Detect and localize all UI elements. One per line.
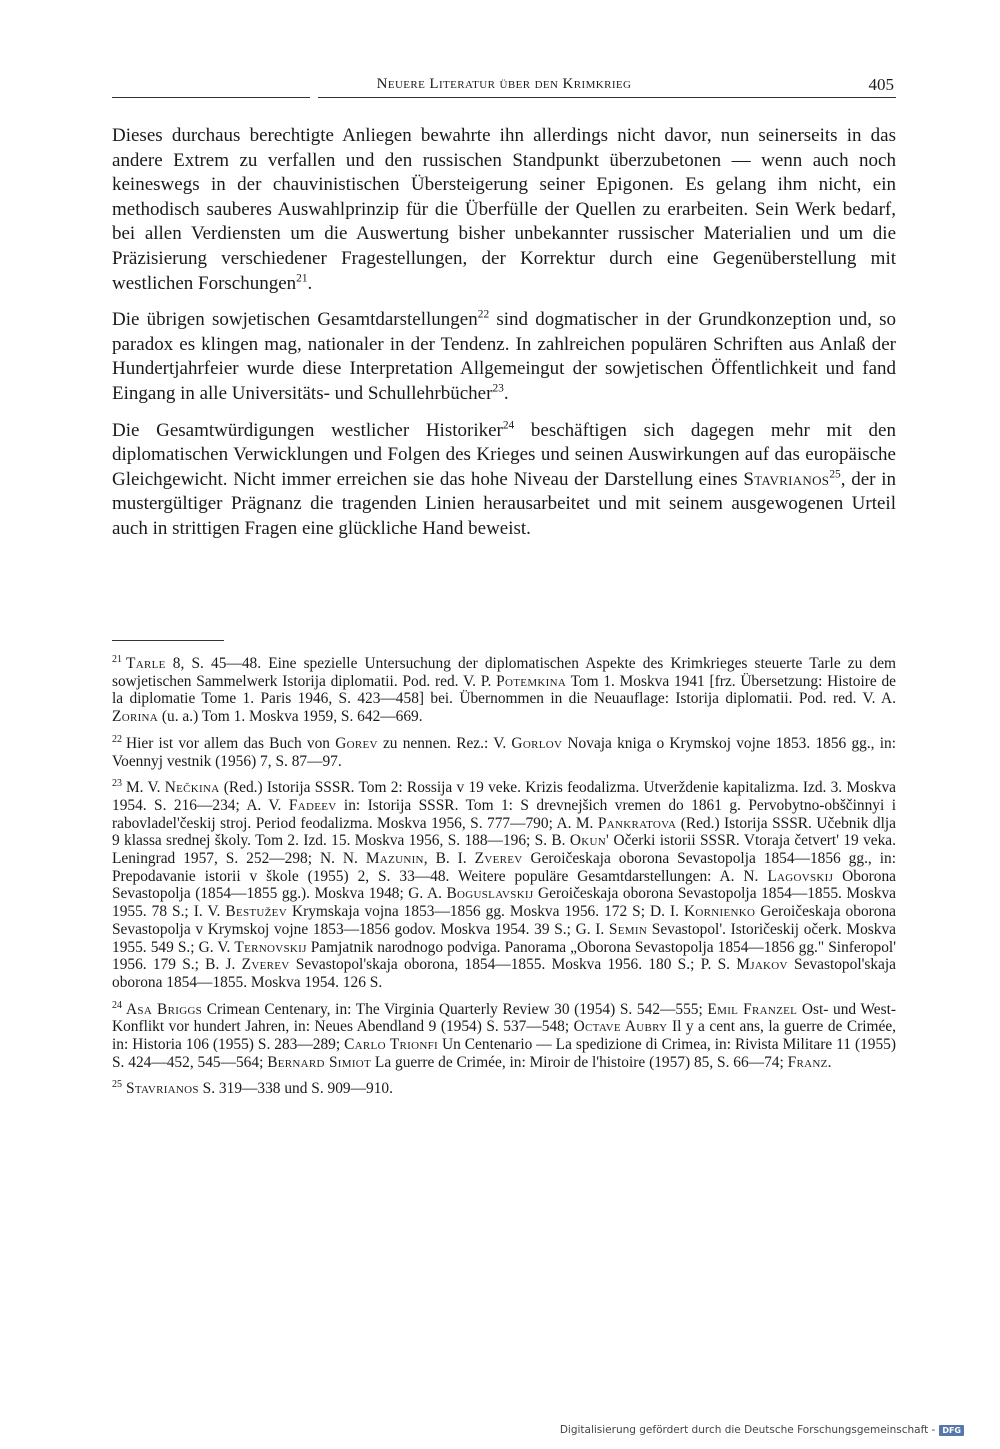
- paragraph-2: Die übrigen sowjetischen Gesamtdarstellungen$^{22}$ sind dogmatischer in der Grundkonzeption und, so paradox es klingen mag, nationaler in der Tendenz. In zahlreichen populären Schriften aus Anlaß der Hundertjahrfeier wurde diese Interpretation Allgemeingut der sowjetischen Öffentlichkeit und fand Eingang in alle Universitäts- und Schullehrbücher$^{23}$.: [112, 308, 897, 404]
- page-number: 405: [868, 75, 894, 94]
- dfg-logo-icon: DFG: [939, 1425, 964, 1436]
- footnote-ref-23[interactable]: 23: [492, 382, 504, 395]
- running-title: Neuere Literatur über den Krimkrieg: [376, 76, 632, 92]
- digitization-text: Digitalisierung gefördert durch die Deutsche Forschungsgemeinschaft -: [559, 1424, 936, 1436]
- main-text: [112, 124, 896, 554]
- running-header: [112, 72, 896, 102]
- footnote-ref-21[interactable]: 21: [296, 272, 308, 285]
- footnote-22: $^{22}$ Hier ist vor allem das Buch von Gorev zu nennen. Rez.: V. Gorlov Novaja kniga o Krymskoj vojne 1853. 1856 gg., in: Voennyj vestnik (1956) 7, S. 87—97.: [112, 733, 896, 770]
- footnote-25: $^{25}$ Stavrianos S. 319—338 und S. 909—910.: [112, 1079, 393, 1098]
- paragraph-3: Die Gesamtwürdigungen westlicher Historiker$^{24}$ beschäftigen sich dagegen mehr mit den diplomatischen Verwicklungen und Folgen des Krieges und seinen Auswirkungen auf das europäische Gleichgewicht. Nicht immer erreichen sie das hohe Niveau der Darstellung eines Stavrianos$^{25}$, der in mustergültiger Prägnanz die tragenden Linien herausarbeitet und mit seinem ausgewogenen Urteil auch in strittigen Fragen eine glückliche Hand beweist.: [112, 419, 896, 539]
- digitization-note: [560, 1424, 964, 1436]
- footnote-23: $^{23}$ M. V. Nečkina (Red.) Istorija SSSR. Tom 2: Rossija v 19 veke. Krizis feodalizma. Utverždenie kapitalizma. Izd. 3. Moskva 1954. S. 216—234; A. V. Fadeev in: Istorija SSSR. Tom 1: S drevnejšich vremen do 1861 g. Pervobytno-obščinnyi i rabovladel'českij stroj. Period feodalizma. Moskva 1956, S. 777—790; A. M. Pankratova (Red.) Istorija SSSR. Učebnik dlja 9 klassa srednej školy. Tom 2. Izd. 15. Moskva 1956, S. 188—196; S. B. Okun' Očerki istorii SSSR. Vtoraja četvert' 19 veka. Leningrad 1957, S. 252—298; N. N. Mazunin, B. I. Zverev Geroičeskaja oborona Sevastopolja 1854—1856 gg., in: Prepodavanie istorii v škole (1955) 2, S. 33—48. Weitere populäre Gesamtdarstellungen: A. N. Lagovskij Oborona Sevastopolja (1854—1855 gg.). Moskva 1948; G. A. Boguslavskij Geroičeskaja oborona Sevastopolja 1854—1855. Moskva 1955. 78 S.; I. V. Bestužev Krymskaja vojna 1853—1856 gg. Moskva 1956. 172 S; D. I. Kornienko Geroičeskaja oborona Sevastopolja v Krymskoj vojne 1853—1856 godov. Moskva 1954. 39 S.; G. I. Semin Sevastopol'. Istoričeskij očerk. Moskva 1955. 549 S.; G. V. Ternovskij Pamjatnik narodnogo podviga. Panorama „Oborona Sevastopolja 1854—1856 gg." Sinferopol' 1956. 179 S.; B. J. Zverev Sevastopol'skaja oborona, 1854—1855. Moskva 1956. 180 S.; P. S. Mjakov Sevastopol'skaja oborona 1854—1855. Moskva 1954. 126 S.: [112, 778, 897, 991]
- author-name: Stavrianos: [743, 468, 830, 490]
- footnote-21: $^{21}$ Tarle 8, S. 45—48. Eine spezielle Untersuchung der diplomatischen Aspekte des Krimkrieges steuerte Tarle zu dem sowjetischen Sammelwerk Istorija diplomatii. Pod. red. V. P. Potemkina Tom 1. Moskva 1941 [frz. Übersetzung: Histoire de la diplomatie Tome 1. Paris 1946, S. 423—458] bei. Übernommen in die Neuauflage: Istorija diplomatii. Pod. red. V. A. Zorina (u. a.) Tom 1. Moskva 1959, S. 642—669.: [112, 653, 896, 726]
- footnote-ref-24[interactable]: 24: [502, 419, 515, 432]
- footnote-ref-25[interactable]: 25: [829, 468, 841, 481]
- header-rule: [318, 97, 896, 98]
- footnotes: [112, 655, 896, 1107]
- header-rule-left: [112, 97, 310, 98]
- footnote-24: $^{24}$ Asa Briggs Crimean Centenary, in: The Virginia Quarterly Review 30 (1954) S. 542—555; Emil Franzel Ost- und West-Konflikt vor hundert Jahren, in: Neues Abendland 9 (1954) S. 537—548; Octave Aubry Il y a cent ans, la guerre de Crimée, in: Historia 106 (1955) S. 283—289; Carlo Trionfi Un Centenario — La spedizione di Crimea, in: Rivista Militare 11 (1955) S. 424—452, 545—564; Bernard Simiot La guerre de Crimée, in: Miroir de l'histoire (1957) 85, S. 66—74; Franz.: [112, 999, 896, 1071]
- footnote-ref-22[interactable]: 22: [477, 308, 490, 321]
- footnote-divider: [112, 640, 224, 641]
- paragraph-1: Dieses durchaus berechtigte Anliegen bewahrte ihn allerdings nicht davor, nun seinerseits in das andere Extrem zu verfallen und den russischen Standpunkt überzubetonen — wenn auch noch keineswegs in der chauvinistischen Übersteigerung seiner Epigonen. Es gelang ihm nicht, ein methodisch sauberes Auswahlprinzip für die Überfülle der Quellen zu erarbeiten. Sein Werk bedarf, bei allen Verdiensten um die Auswertung bisher unbekannter russischer Materialien und um die Präzisierung verschiedener Fragestellungen, der Korrektur durch eine Gegenüberstellung mit westlichen Forschungen$^{21}$.: [112, 125, 896, 294]
